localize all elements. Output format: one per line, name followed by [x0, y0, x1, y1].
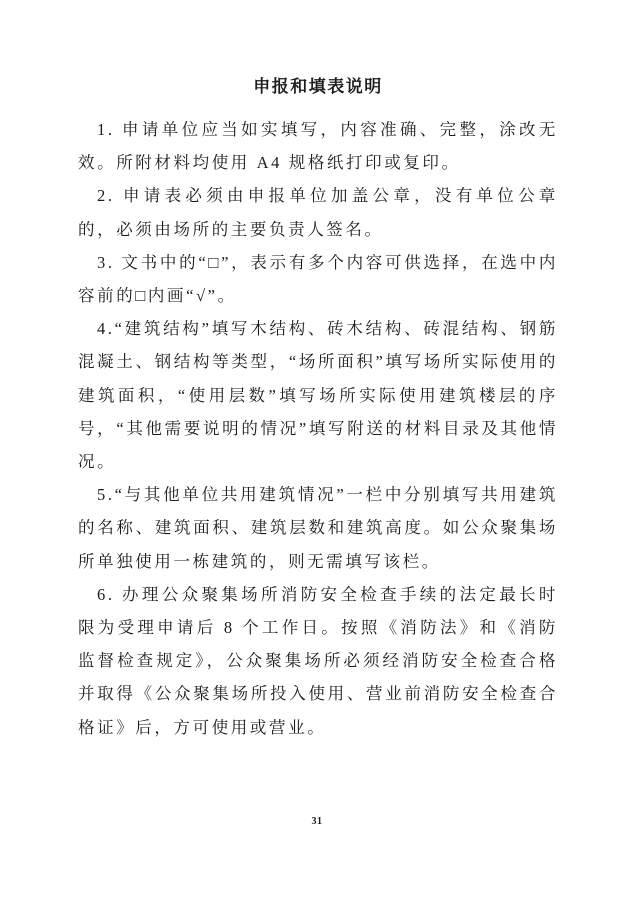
instruction-item-1: 1. 申请单位应当如实填写，内容准确、完整，涂改无效。所附材料均使用 A4 规格纸打印或复印。 [78, 120, 558, 173]
page-title: 申报和填表说明 [253, 77, 383, 96]
instruction-item-5: 5.“与其他单位共用建筑情况”一栏中分别填写共用建筑的名称、建筑面积、建筑层数和建筑高度。如公众聚集场所单独使用一栋建筑的，则无需填写该栏。 [78, 485, 558, 571]
instruction-item-3: 3. 文书中的“□”，表示有多个内容可供选择，在选中内容前的□内画“√”。 [78, 252, 558, 306]
instruction-item-2: 2. 申请表必须由申报单位加盖公章，没有单位公章的，必须由场所的主要负责人签名。 [78, 186, 558, 239]
instruction-item-4: 4.“建筑结构”填写木结构、砖木结构、砖混结构、钢筋混凝土、钢结构等类型，“场所面积”填写场所实际使用的建筑面积，“使用层数”填写场所实际使用建筑楼层的序号，“其他需要说明的情况”填写附送的材料目录及其他情况。 [78, 319, 558, 472]
document-body [78, 74, 558, 744]
instruction-item-6: 6. 办理公众聚集场所消防安全检查手续的法定最长时限为受理申请后 8 个工作日。按照《消防法》和《消防监督检查规定》，公众聚集场所必须经消防安全检查合格并取得《公众聚集场所投入使用、营业前消防安全检查合格证》后，方可使用或营业。 [78, 584, 558, 737]
page-number: 31 [311, 816, 323, 827]
